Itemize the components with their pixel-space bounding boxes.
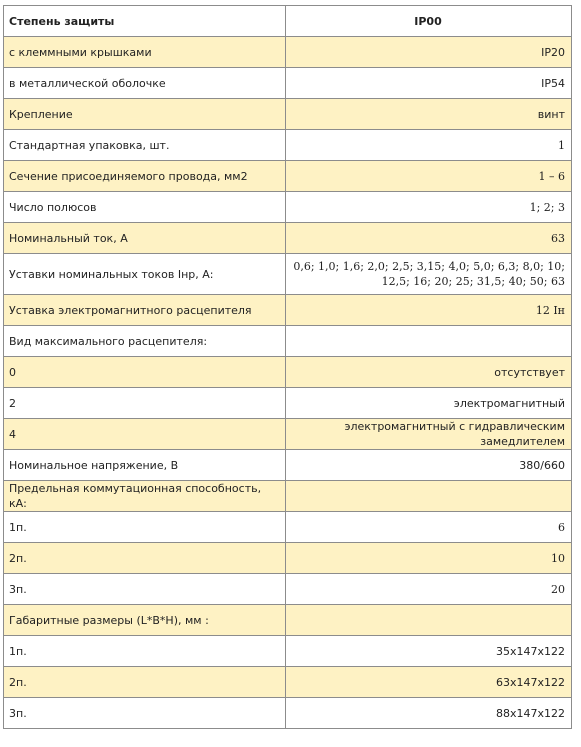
table-row	[4, 130, 572, 161]
row-value	[286, 481, 572, 512]
row-value: 1; 2; 3	[286, 192, 572, 223]
row-value: 0,6; 1,0; 1,6; 2,0; 2,5; 3,15; 4,0; 5,0; 6,3; 8,0; 10; 12,5; 16; 20; 25; 31,5; 40; 50; 63	[286, 254, 572, 295]
row-value	[286, 326, 572, 357]
row-value: 63x147x122	[286, 667, 572, 698]
header-value: IP00	[286, 6, 572, 37]
row-label: 2п.	[4, 667, 286, 698]
row-value	[286, 605, 572, 636]
row-value: электромагнитный с гидравлическим замедлителем	[286, 419, 572, 450]
row-label: Вид максимального расцепителя:	[4, 326, 286, 357]
header-label: Степень защиты	[4, 6, 286, 37]
row-value: 1	[286, 130, 572, 161]
table-row	[4, 295, 572, 326]
table-header-row	[4, 6, 572, 37]
table-row	[4, 605, 572, 636]
row-value: 6	[286, 512, 572, 543]
row-label: 2п.	[4, 543, 286, 574]
row-label: Стандартная упаковка, шт.	[4, 130, 286, 161]
table-row	[4, 419, 572, 450]
row-label: Сечение присоединяемого провода, мм2	[4, 161, 286, 192]
row-value: IP20	[286, 37, 572, 68]
row-label: 2	[4, 388, 286, 419]
table-row	[4, 326, 572, 357]
row-value: отсутствует	[286, 357, 572, 388]
table-row	[4, 192, 572, 223]
row-label: Номинальный ток, А	[4, 223, 286, 254]
table-row	[4, 481, 572, 512]
table-row	[4, 161, 572, 192]
table-row	[4, 574, 572, 605]
table-row	[4, 357, 572, 388]
table-row	[4, 636, 572, 667]
table-row	[4, 512, 572, 543]
row-label: 1п.	[4, 636, 286, 667]
row-value: 35x147x122	[286, 636, 572, 667]
row-label: 3п.	[4, 574, 286, 605]
row-label: в металлической оболочке	[4, 68, 286, 99]
row-label: Уставка электромагнитного расцепителя	[4, 295, 286, 326]
row-value: винт	[286, 99, 572, 130]
row-label: 3п.	[4, 698, 286, 729]
row-label: 1п.	[4, 512, 286, 543]
row-label: с клеммными крышками	[4, 37, 286, 68]
table-row	[4, 543, 572, 574]
row-label: 0	[4, 357, 286, 388]
row-label: Уставки номинальных токов Iнр, А:	[4, 254, 286, 295]
table-row	[4, 68, 572, 99]
table-row	[4, 450, 572, 481]
row-value: 63	[286, 223, 572, 254]
row-value: 10	[286, 543, 572, 574]
row-label: Предельная коммутационная способность, кА:	[4, 481, 286, 512]
table-row	[4, 99, 572, 130]
row-value: 12 Iн	[286, 295, 572, 326]
table-row	[4, 698, 572, 729]
table-row	[4, 254, 572, 295]
row-value: 20	[286, 574, 572, 605]
row-value: 88x147x122	[286, 698, 572, 729]
row-label: 4	[4, 419, 286, 450]
table-row	[4, 667, 572, 698]
row-label: Крепление	[4, 99, 286, 130]
row-label: Габаритные размеры (L*B*H), мм :	[4, 605, 286, 636]
table-row	[4, 37, 572, 68]
spec-table	[3, 5, 572, 729]
row-label: Число полюсов	[4, 192, 286, 223]
row-value: электромагнитный	[286, 388, 572, 419]
row-value: 380/660	[286, 450, 572, 481]
row-label: Номинальное напряжение, В	[4, 450, 286, 481]
table-row	[4, 223, 572, 254]
table-row	[4, 388, 572, 419]
row-value: 1 – 6	[286, 161, 572, 192]
row-value: IP54	[286, 68, 572, 99]
